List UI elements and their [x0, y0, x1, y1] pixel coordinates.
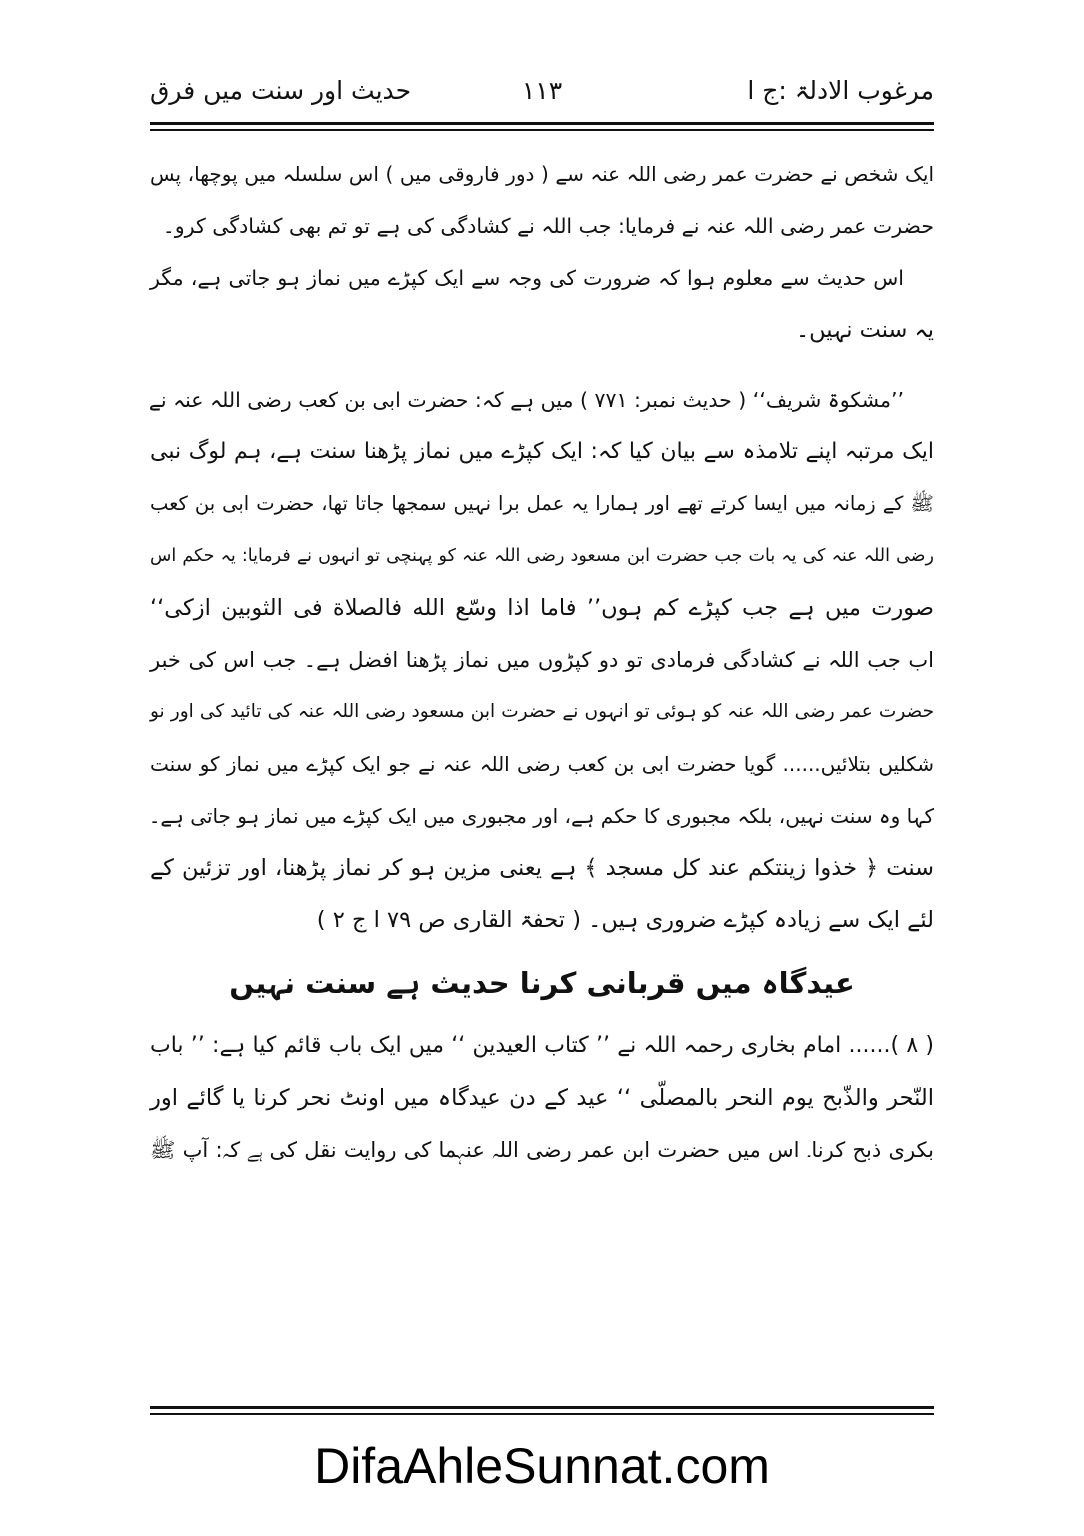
text-line: بکری ذبح کرنا۔ اس میں حضرت ابن عمر رضی اللہ عنہما کی روایت نقل کی ہے کہ: آپ ﷺ [150, 1138, 934, 1162]
footer-divider [150, 1406, 934, 1415]
paragraph-gap [150, 356, 934, 374]
page-header [150, 70, 934, 120]
text-line: سنت ﴿ خذوا زينتكم عند كل مسجد ﴾ ہے یعنی مزین ہو کر نماز پڑھنا، اور تزئین کے [150, 855, 934, 881]
text-line: شکلیں بتلائیں...... گویا حضرت ابی بن کعب رضی اللہ عنہ نے جو ایک کپڑے میں نماز کو سنت [150, 752, 934, 776]
text-line: یہ سنت نہیں۔ [795, 317, 934, 343]
chapter-title: حدیث اور سنت میں فرق [150, 76, 412, 105]
text-line: صورت میں ہے جب کپڑے کم ہوں’’ فاما اذا وسّع الله فالصلاة فى الثوبين ازكى‘‘ [150, 595, 934, 621]
text-line: ایک مرتبہ اپنے تلامذہ سے بیان کیا کہ: ایک کپڑے میں نماز پڑھنا سنت ہے، ہم لوگ نبی [150, 439, 934, 464]
text-line: اس حدیث سے معلوم ہوا کہ ضرورت کی وجہ سے ایک کپڑے میں نماز ہو جاتی ہے، مگر [150, 266, 904, 290]
page-number: ۱۱۳ [521, 76, 563, 105]
text-line: حضرت عمر رضی اللہ عنہ نے فرمایا: جب اللہ نے کشادگی کی ہے تو تم بھی کشادگی کرو۔ [162, 214, 934, 238]
text-line: النّحر والذّبح يوم النحر بالمصلّى ‘‘ عید کے دن عیدگاہ میں اونٹ نحر کرنا یا گائے اور [150, 1085, 934, 1111]
main-text [150, 148, 934, 1176]
book-title: مرغوب الادلۃ :ج ا [747, 76, 934, 105]
text-line: اب جب اللہ نے کشادگی فرمادی تو دو کپڑوں میں نماز پڑھنا افضل ہے۔ جب اس کی خبر [150, 648, 934, 672]
text-line: لئے ایک سے زیادہ کپڑے ضروری ہیں۔ ( تحفۃ القاری ص ۷۹ ا ج ۲ ) [316, 907, 934, 933]
website-watermark: DifaAhleSunnat.com [314, 1438, 770, 1494]
header-divider [150, 122, 934, 131]
text-line: حضرت عمر رضی اللہ عنہ کو ہوئی تو انہوں نے حضرت ابن مسعود رضی اللہ عنہ کی تائید کی اور نو [150, 701, 934, 722]
section-heading: عیدگاہ میں قربانی کرنا حدیث ہے سنت نہیں [229, 966, 855, 1000]
text-line: ﷺ کے زمانہ میں ایسا کرتے تھے اور ہمارا یہ عمل برا نہیں سمجھا جاتا تھا، حضرت ابی بن کعب [150, 492, 934, 515]
text-line: ( ۸ )...... امام بخاری رحمہ اللہ نے ’’ كتاب العيدين ‘‘ میں ایک باب قائم کیا ہے: ’’ باب [150, 1033, 935, 1058]
text-line: ’’مشکوۃ شریف‘‘ ( حدیث نمبر: ۷۷۱ ) میں ہے کہ: حضرت ابی بن کعب رضی اللہ عنہ نے [148, 388, 904, 412]
text-line: رضی اللہ عنہ کی یہ بات جب حضرت ابن مسعود رضی اللہ عنہ کو پہنچی تو انہوں نے فرمایا: یہ حکم اس [150, 546, 934, 566]
text-line: کہا وہ سنت نہیں، بلکہ مجبوری کا حکم ہے، اور مجبوری میں ایک کپڑے میں نماز ہو جاتی ہے۔ [148, 804, 934, 828]
text-line: ایک شخص نے حضرت عمر رضی اللہ عنہ سے ( دور فاروقی میں ) اس سلسلہ میں پوچھا، پس [150, 162, 934, 186]
